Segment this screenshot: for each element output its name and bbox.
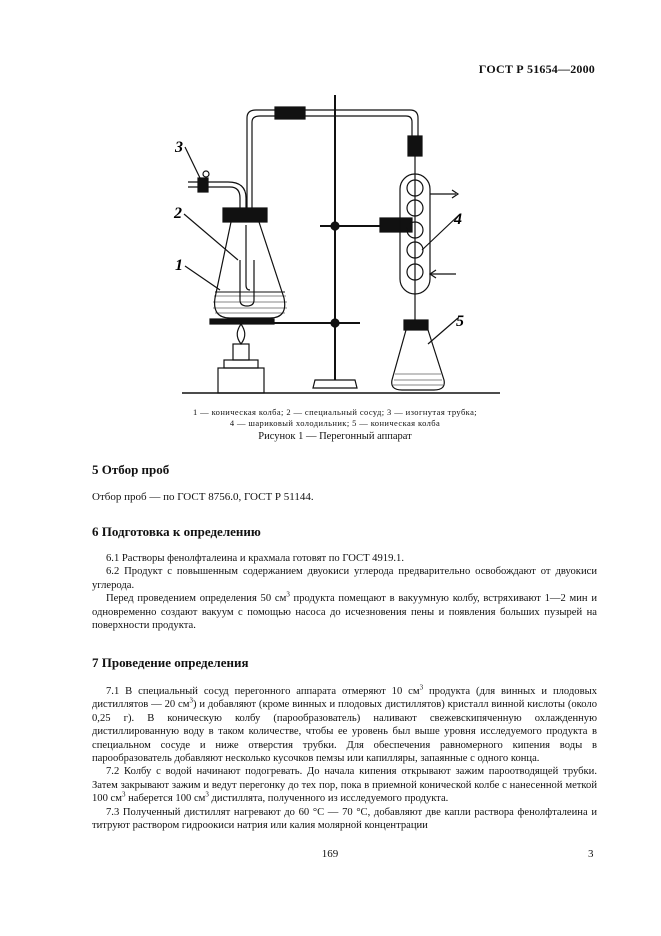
legend-line-1: 1 — коническая колба; 2 — специальный сосуд; 3 — изогнутая трубка; xyxy=(192,407,478,417)
sheet-number: 3 xyxy=(588,848,594,860)
page-number: 169 xyxy=(321,848,339,860)
paragraph-6-3: Перед проведением определения 50 $см^3$ продукта помещают в вакуумную колбу, встряхивают 1—2 мин и одновременно создают вакуум с помощью насоса до исчезновения пены и появления больших пузырей на поверхности продукта. xyxy=(92,590,597,632)
section-6-body xyxy=(92,552,597,632)
section-5-heading: 5 Отбор проб xyxy=(92,462,170,477)
paragraph-7-3: 7.3 Полученный дистиллят нагревают до 60 °С — 70 °С, добавляют две капли раствора фенолфталеина и титруют раствором гидроокиси натрия или калия молярной концентрации xyxy=(92,806,597,832)
section-5-text: Отбор проб — по ГОСТ 8756.0, ГОСТ Р 51144. xyxy=(92,491,314,503)
label-1: 1 xyxy=(175,257,183,274)
section-6-heading: 6 Подготовка к определению xyxy=(92,524,261,539)
paragraph-7-2: 7.2 Колбу с водой начинают подогревать. До начала кипения открывают зажим пароотводящей трубки. Затем закрывают зажим и ведут перегонку до тех пор, пока в приемной конической колбе с нанесенной меткой 100 $см^3$ наберется 100 $см^3$ дистиллята, полученного из исследуемого продукта. xyxy=(92,766,597,805)
distillation-apparatus-figure xyxy=(160,90,520,405)
legend-line-2: 4 — шариковый холодильник; 5 — коническая колба xyxy=(229,418,441,428)
label-5: 5 xyxy=(456,313,464,330)
label-2: 2 xyxy=(174,205,182,222)
figure-legend xyxy=(160,407,510,429)
standard-header: ГОСТ Р 51654—2000 xyxy=(478,62,595,76)
paragraph-6-1: 6.1 Растворы фенолфталеина и крахмала готовят по ГОСТ 4919.1. xyxy=(106,553,404,564)
figure-caption: Рисунок 1 — Перегонный аппарат xyxy=(258,431,412,442)
section-7-heading: 7 Проведение определения xyxy=(92,655,249,670)
label-3: 3 xyxy=(175,139,183,156)
section-7-body xyxy=(92,685,597,832)
label-4: 4 xyxy=(454,211,462,228)
paragraph-7-1: 7.1 В специальный сосуд перегонного аппарата отмеряют 10 $см^3$ продукта (для винных и плодовых дистиллятов — 20 $см^3$) и добавляют (кроме винных и плодовых дистиллятов) кристалл винной кислоты (около 0,25 г). В коническую колбу (парообразователь) наливают свежевскипяченную охлажденную дистиллированную воду в таком количестве, чтобы ее уровень был выше уровня исследуемого продукта в специальном сосуде и ниже отверстия трубки. Для обеспечения равномерного кипения воды в парообразователь добавляют несколько кусочков пемзы или капилляры, запаянные с одного конца. xyxy=(92,683,598,765)
paragraph-6-2: 6.2 Продукт с повышенным содержанием двуокиси углерода предварительно освобождают от двуокиси углерода. xyxy=(92,566,597,591)
